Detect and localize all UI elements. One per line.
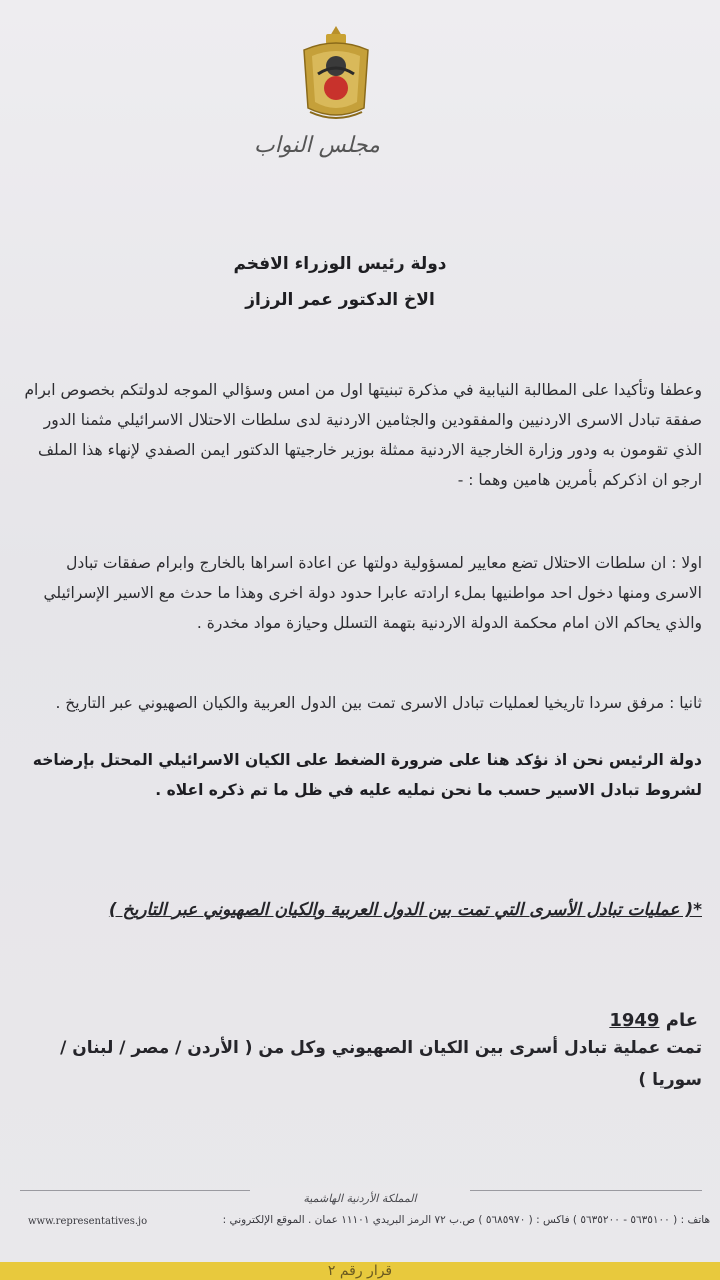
body-paragraph-1: وعطفا وتأكيدا على المطالبة النيابية في مذكرة تبنيتها اول من امس وسؤالي الموجه لدولتكم بخصوص ابرام صفقة تبادل الاسرى الاردنيين والمفقودين والجثامين الاردنية لدى سلطات الاحتلال الاسرائيلي مثمنا الدور الذي تقومون به ودور وزارة الخارجية الاردنية ممثلة بوزير خارجيتها الدكتور ايمن الصفدي لإنهاء هذا الملف ارجو ان اذكركم بأمرين هامين وهما : - bbox=[24, 381, 702, 489]
year-prefix: عام bbox=[665, 1010, 698, 1031]
body-paragraph-4: دولة الرئيس نحن اذ نؤكد هنا على ضرورة الضغط على الكيان الاسرائيلي المحتل بإرضاخه لشروط تبادل الاسير حسب ما نحن نمليه عليه في ظل ما تم ذكره اعلاه . bbox=[32, 751, 702, 799]
footer-website: www.representatives.jo bbox=[28, 1216, 148, 1227]
footer-kingdom-logo: المملكة الأردنية الهاشمية bbox=[250, 1188, 470, 1210]
parliament-logo: مجلس النواب bbox=[254, 133, 380, 158]
jordan-coat-of-arms-icon bbox=[292, 22, 380, 126]
next-page-text: قرار رقم ٢ bbox=[327, 1263, 393, 1279]
body-paragraph-3: ثانيا : مرفق سردا تاريخيا لعمليات تبادل الاسرى تمت بين الدول العربية والكيان الصهيوني عبر التاريخ . bbox=[55, 694, 702, 712]
year-value: 1949 bbox=[609, 1010, 660, 1031]
footer-contact-info: هاتف : ( ٥٦٣٥١٠٠ - ٥٦٣٥٢٠٠ ) فاكس : ( ٥٦٨٥٩٧٠ ) ص.ب ٧٢ الرمز البريدي ١١١٠١ عمان . الموقع الإلكتروني : bbox=[222, 1214, 710, 1226]
annex-year-line bbox=[609, 1010, 698, 1031]
body-paragraph-2: اولا : ان سلطات الاحتلال تضع معايير لمسؤولية دولتها عن اعادة اسراها بالخارج وابرام صفقات تبادل الاسرى ومنها دخول احد مواطنيها بملء ارادته عابرا حدود دولة اخرى وهذا ما حدث مع الاسير الإسرائيلي والذي يحاكم الان امام محكمة الدولة الاردنية بتهمة التسلل وحيازة مواد مخدرة . bbox=[43, 554, 702, 632]
addressee-name: الاخ الدكتور عمر الرزاز bbox=[245, 290, 435, 310]
annex-paragraph: تمت عملية تبادل أسرى بين الكيان الصهيوني وكل من ( الأردن / مصر / لبنان / سوريا ) bbox=[60, 1038, 702, 1090]
addressee-title: دولة رئيس الوزراء الافخم bbox=[233, 254, 447, 274]
next-page-strip bbox=[0, 1262, 720, 1280]
annex-heading: *( عمليات تبادل الأسرى التي تمت بين الدول العربية والكيان الصهيوني عبر التاريخ ) bbox=[108, 900, 702, 920]
